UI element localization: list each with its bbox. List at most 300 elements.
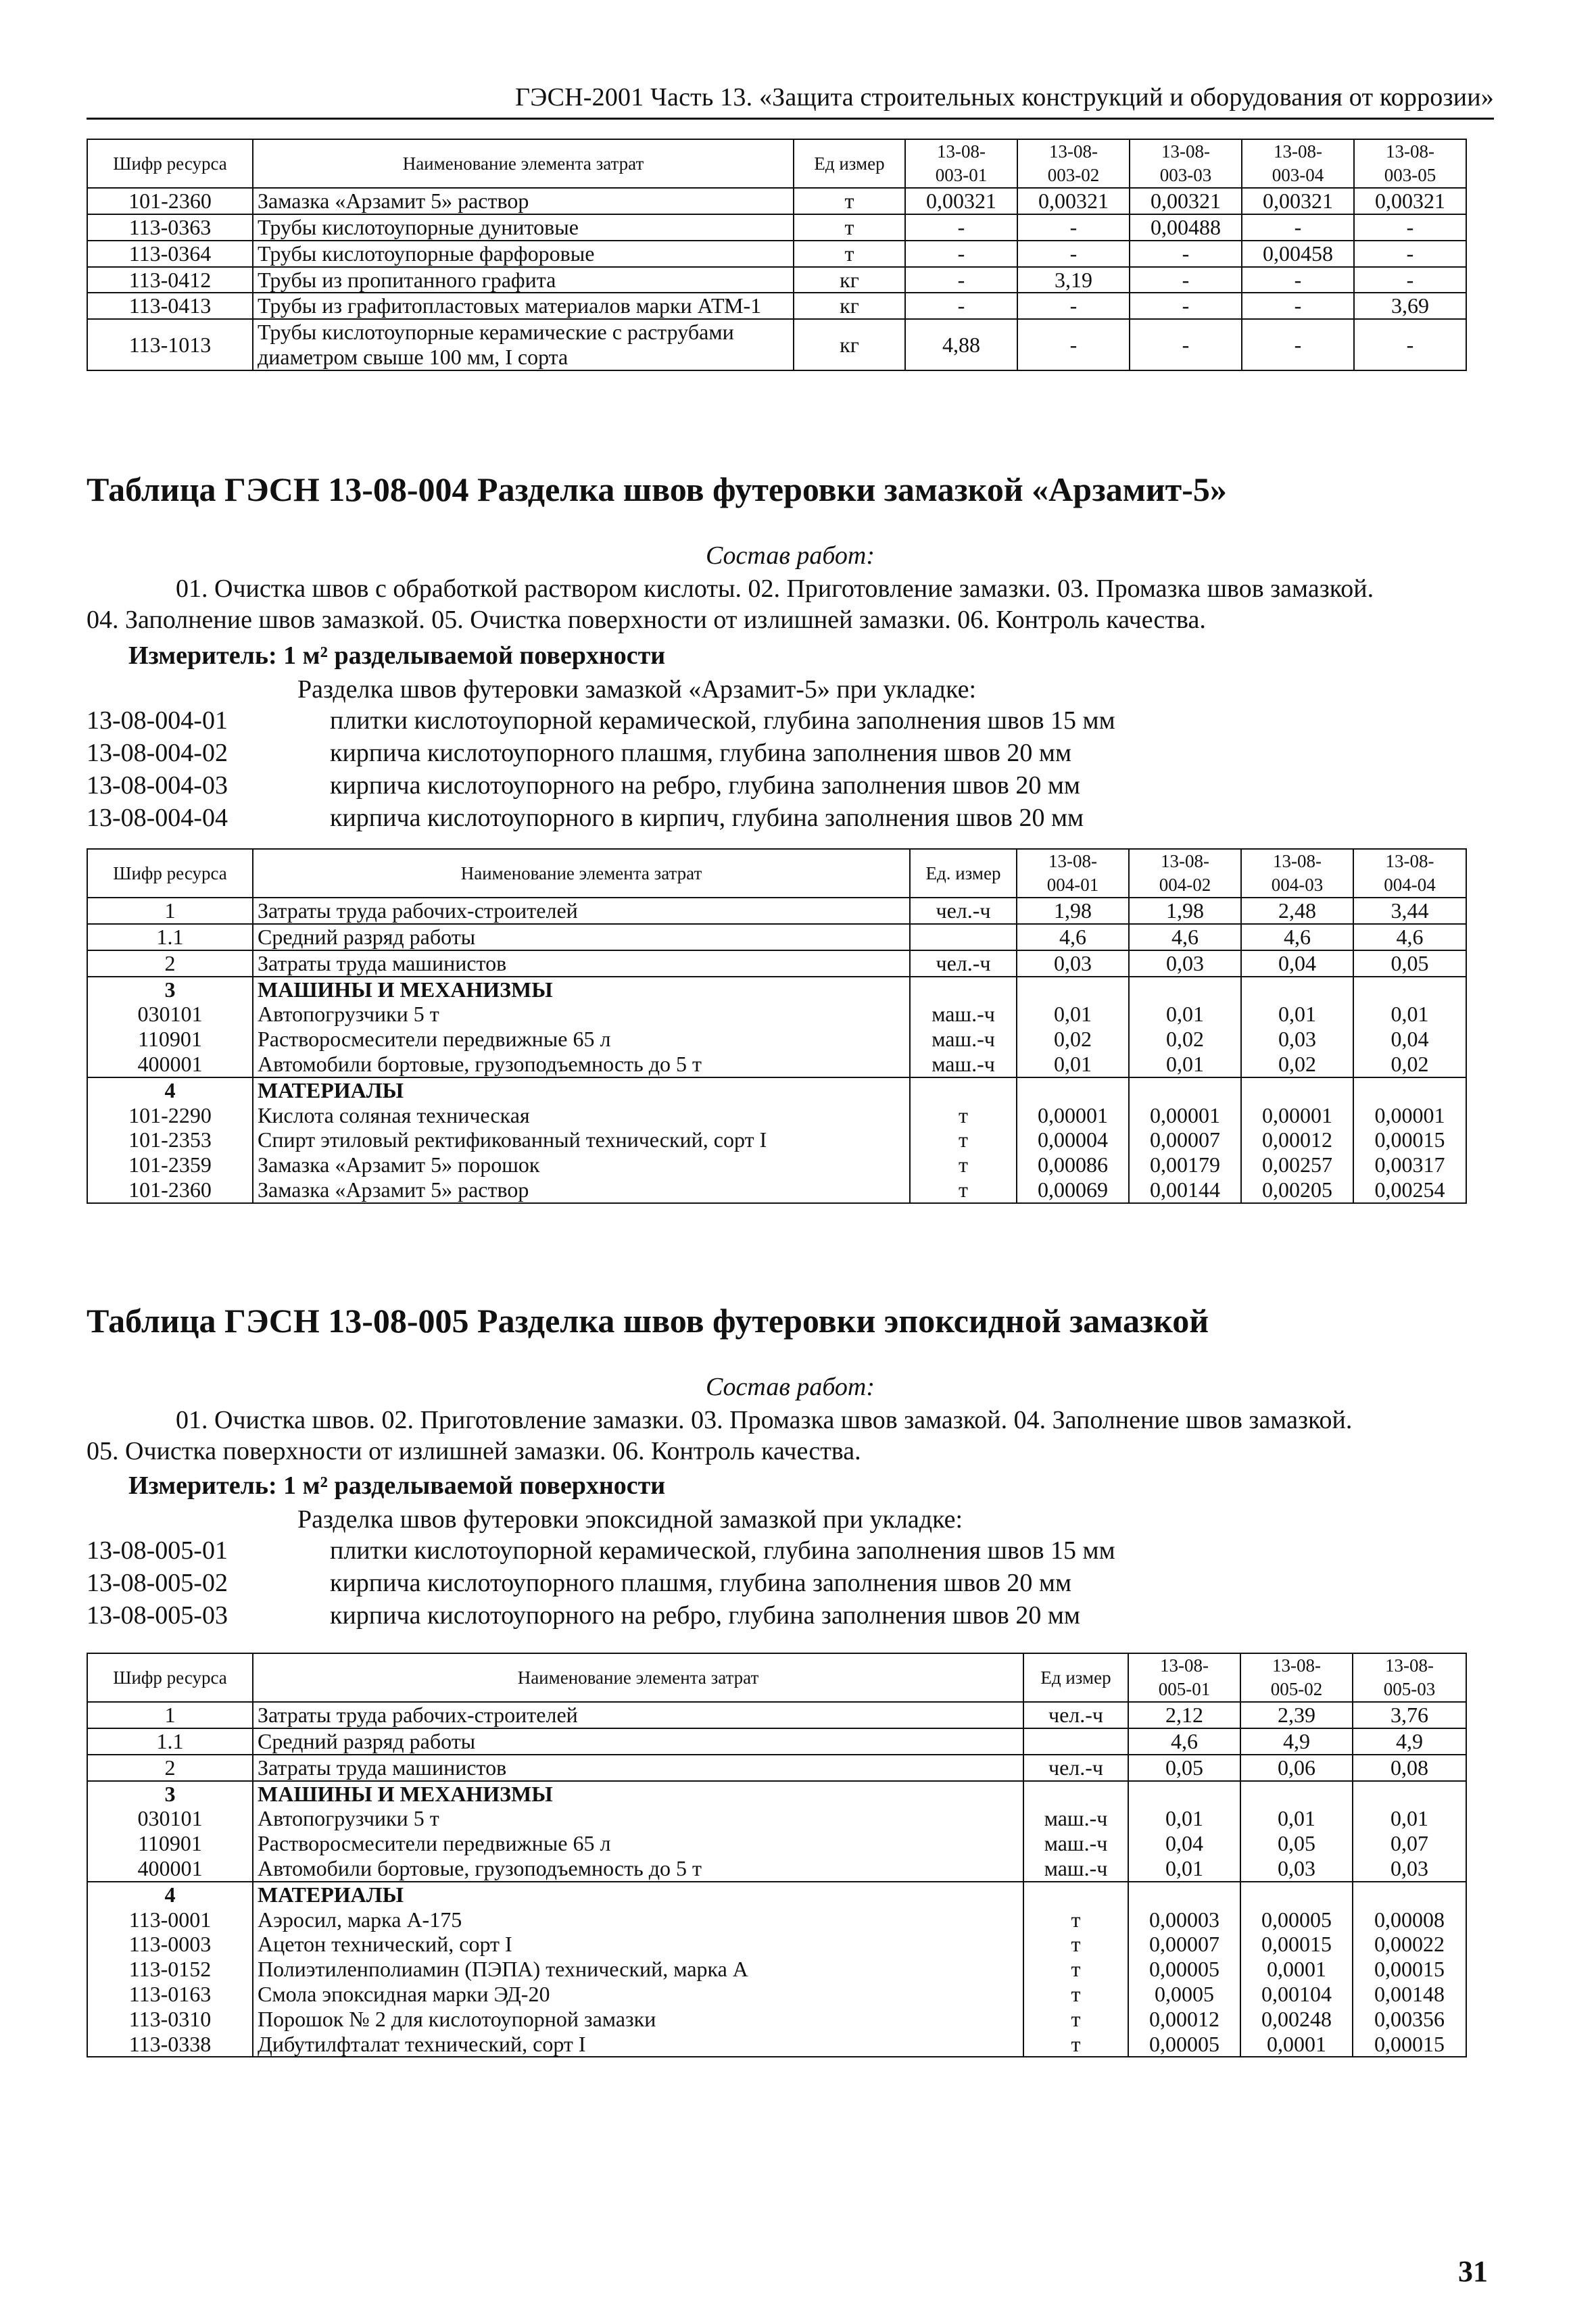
table-row <box>87 241 1466 267</box>
column-header: Шифр ресурса <box>87 849 253 898</box>
value-cell: 0,00254 <box>1353 1177 1466 1203</box>
unit-cell <box>910 1077 1017 1103</box>
norm-description: кирпича кислотоупорного плашмя, глубина заполнения швов 20 мм <box>330 1569 1071 1597</box>
column-header: 13-08- 003-01 <box>905 139 1017 188</box>
resource-code-cell: 113-0364 <box>87 241 253 267</box>
norm-description: кирпича кислотоупорного плашмя, глубина заполнения швов 20 мм <box>330 739 1071 767</box>
table-row <box>87 1957 1466 1982</box>
unit-cell: маш.-ч <box>910 1027 1017 1052</box>
resource-code-cell: 110901 <box>87 1027 253 1052</box>
value-cell: - <box>1017 319 1130 370</box>
element-name-cell: Трубы кислотоупорные керамические с раструбами диаметром свыше 100 мм, I сорта <box>253 319 794 370</box>
element-name-cell: Растворосмесители передвижные 65 л <box>253 1831 1023 1856</box>
norm-code: 13-08-004-04 <box>87 804 228 832</box>
column-header: 13-08- 005-01 <box>1128 1653 1240 1702</box>
value-cell: 2,39 <box>1240 1702 1353 1728</box>
table-row <box>87 1702 1466 1728</box>
resource-code-cell: 2 <box>87 950 253 977</box>
table-row <box>87 1103 1466 1128</box>
resource-code-cell: 113-0412 <box>87 267 253 293</box>
value-cell: 0,00005 <box>1128 1957 1240 1982</box>
value-cell: 0,00321 <box>1242 188 1354 214</box>
unit-cell: чел.-ч <box>910 950 1017 977</box>
value-cell: 0,01 <box>1129 1052 1241 1077</box>
value-cell: 0,00086 <box>1017 1152 1129 1177</box>
column-header: 13-08- 004-04 <box>1353 849 1466 898</box>
table-row <box>87 1932 1466 1957</box>
value-cell: 0,00148 <box>1353 1982 1466 2007</box>
value-cell: 0,00321 <box>905 188 1017 214</box>
value-cell: 0,02 <box>1129 1027 1241 1052</box>
value-cell: - <box>905 214 1017 241</box>
value-cell <box>1241 977 1353 1002</box>
unit-cell: чел.-ч <box>1023 1755 1128 1781</box>
value-cell <box>1128 1882 1240 1907</box>
section-intro: Разделка швов футеровки замазкой «Арзамит-5» при укладке: <box>297 675 977 704</box>
value-cell: 0,00012 <box>1241 1127 1353 1152</box>
measurer: Измеритель: 1 м² разделываемой поверхности <box>128 1471 666 1500</box>
value-cell: 0,06 <box>1240 1755 1353 1781</box>
column-header: 13-08- 003-04 <box>1242 139 1354 188</box>
value-cell: 0,00144 <box>1129 1177 1241 1203</box>
section-intro: Разделка швов футеровки эпоксидной замазкой при укладке: <box>297 1505 963 1534</box>
value-cell: 0,00001 <box>1129 1103 1241 1128</box>
unit-cell: маш.-ч <box>1023 1856 1128 1882</box>
resource-code-cell: 101-2353 <box>87 1127 253 1152</box>
value-cell <box>1017 977 1129 1002</box>
unit-cell: т <box>910 1103 1017 1128</box>
value-cell: 0,00012 <box>1128 2007 1240 2032</box>
element-name-cell: Автопогрузчики 5 т <box>253 1806 1023 1831</box>
norm-code: 13-08-005-02 <box>87 1569 228 1597</box>
value-cell: 0,03 <box>1240 1856 1353 1882</box>
code-list-item <box>87 802 1115 834</box>
element-name-cell: МАШИНЫ И МЕХАНИЗМЫ <box>253 977 910 1002</box>
norm-description: кирпича кислотоупорного на ребро, глубина заполнения швов 20 мм <box>330 771 1080 800</box>
value-cell: - <box>1130 241 1242 267</box>
table-row <box>87 293 1466 319</box>
value-cell: 0,01 <box>1241 1002 1353 1027</box>
resource-code-cell: 113-0001 <box>87 1907 253 1932</box>
table-title-13-08-005: Таблица ГЭСН 13-08-005 Разделка швов футеровки эпоксидной замазкой <box>87 1302 1209 1340</box>
element-name-cell: Затраты труда машинистов <box>253 1755 1023 1781</box>
value-cell: 0,01 <box>1128 1856 1240 1882</box>
element-name-cell: Смола эпоксидная марки ЭД-20 <box>253 1982 1023 2007</box>
element-name-cell: Порошок № 2 для кислотоупорной замазки <box>253 2007 1023 2032</box>
resource-code-cell: 1 <box>87 1702 253 1728</box>
value-cell: 1,98 <box>1129 898 1241 924</box>
value-cell: 3,76 <box>1353 1702 1466 1728</box>
measurer: Измеритель: 1 м² разделываемой поверхности <box>128 641 666 670</box>
code-list-item <box>87 1599 1115 1632</box>
value-cell <box>1240 1882 1353 1907</box>
element-name-cell: Замазка «Арзамит 5» порошок <box>253 1152 910 1177</box>
value-cell: 0,02 <box>1353 1052 1466 1077</box>
value-cell: 0,00001 <box>1017 1103 1129 1128</box>
resource-table-13-08-005 <box>87 1653 1467 2057</box>
value-cell <box>1353 1077 1466 1103</box>
column-header: Наименование элемента затрат <box>253 849 910 898</box>
value-cell: - <box>1354 319 1466 370</box>
resource-code-cell: 030101 <box>87 1806 253 1831</box>
unit-cell: чел.-ч <box>1023 1702 1128 1728</box>
value-cell: 3,44 <box>1353 898 1466 924</box>
table-row <box>87 1882 1466 1907</box>
element-name-cell: Средний разряд работы <box>253 924 910 950</box>
code-list <box>87 1534 1115 1632</box>
value-cell: 0,03 <box>1017 950 1129 977</box>
unit-cell: кг <box>794 293 905 319</box>
table-row <box>87 1027 1466 1052</box>
unit-cell: т <box>1023 2032 1128 2057</box>
work-composition-line: 05. Очистка поверхности от излишней замазки. 06. Контроль качества. <box>87 1437 861 1465</box>
unit-cell: т <box>910 1152 1017 1177</box>
value-cell: - <box>1130 319 1242 370</box>
resource-code-cell: 2 <box>87 1755 253 1781</box>
element-name-cell: Трубы кислотоупорные дунитовые <box>253 214 794 241</box>
table-row <box>87 1781 1466 1807</box>
value-cell: - <box>905 293 1017 319</box>
resource-code-cell: 101-2359 <box>87 1152 253 1177</box>
code-list-item <box>87 1534 1115 1567</box>
value-cell: 0,01 <box>1353 1806 1466 1831</box>
column-header: 13-08- 003-05 <box>1354 139 1466 188</box>
element-name-cell: Ацетон технический, сорт I <box>253 1932 1023 1957</box>
column-header: Шифр ресурса <box>87 1653 253 1702</box>
value-cell: - <box>905 267 1017 293</box>
table-row <box>87 1177 1466 1203</box>
value-cell: - <box>1354 267 1466 293</box>
resource-code-cell: 101-2290 <box>87 1103 253 1128</box>
value-cell: - <box>1017 241 1130 267</box>
value-cell: 0,01 <box>1129 1002 1241 1027</box>
value-cell: 4,9 <box>1240 1728 1353 1755</box>
column-header: Шифр ресурса <box>87 139 253 188</box>
value-cell: 3,19 <box>1017 267 1130 293</box>
value-cell: 0,00317 <box>1353 1152 1466 1177</box>
resource-code-cell: 113-0363 <box>87 214 253 241</box>
value-cell <box>1353 1882 1466 1907</box>
resource-code-cell: 113-0152 <box>87 1957 253 1982</box>
column-header: 13-08- 005-02 <box>1240 1653 1353 1702</box>
value-cell: 0,05 <box>1353 950 1466 977</box>
value-cell: 0,00007 <box>1129 1127 1241 1152</box>
value-cell: 0,00356 <box>1353 2007 1466 2032</box>
unit-cell: т <box>794 241 905 267</box>
table-row <box>87 1831 1466 1856</box>
code-list-item <box>87 704 1115 737</box>
value-cell: 0,03 <box>1241 1027 1353 1052</box>
value-cell: 0,00321 <box>1354 188 1466 214</box>
value-cell: 0,00069 <box>1017 1177 1129 1203</box>
value-cell: 0,00179 <box>1129 1152 1241 1177</box>
table-row <box>87 924 1466 950</box>
element-name-cell: Дибутилфталат технический, сорт I <box>253 2032 1023 2057</box>
resource-code-cell: 113-0003 <box>87 1932 253 1957</box>
value-cell: 0,00003 <box>1128 1907 1240 1932</box>
table-row <box>87 1152 1466 1177</box>
value-cell <box>1353 1781 1466 1807</box>
element-name-cell: Растворосмесители передвижные 65 л <box>253 1027 910 1052</box>
norm-description: плитки кислотоупорной керамической, глубина заполнения швов 15 мм <box>330 1536 1115 1565</box>
value-cell: - <box>905 241 1017 267</box>
unit-cell: кг <box>794 267 905 293</box>
resource-code-cell: 030101 <box>87 1002 253 1027</box>
value-cell: 0,04 <box>1128 1831 1240 1856</box>
norm-description: кирпича кислотоупорного в кирпич, глубина заполнения швов 20 мм <box>330 804 1084 832</box>
value-cell <box>1353 977 1466 1002</box>
element-name-cell: Трубы из графитопластовых материалов марки АТМ-1 <box>253 293 794 319</box>
value-cell: 4,88 <box>905 319 1017 370</box>
resource-code-cell: 113-0310 <box>87 2007 253 2032</box>
value-cell: - <box>1130 293 1242 319</box>
value-cell: 4,6 <box>1128 1728 1240 1755</box>
table-row <box>87 1856 1466 1882</box>
work-composition-text <box>87 573 1506 635</box>
table-row <box>87 1806 1466 1831</box>
value-cell <box>1129 1077 1241 1103</box>
value-cell: 0,08 <box>1353 1755 1466 1781</box>
norm-code: 13-08-004-03 <box>87 771 228 800</box>
resource-code-cell: 113-0163 <box>87 1982 253 2007</box>
value-cell: - <box>1017 214 1130 241</box>
value-cell: 4,6 <box>1241 924 1353 950</box>
column-header: Ед. измер <box>910 849 1017 898</box>
value-cell: 0,02 <box>1017 1027 1129 1052</box>
resource-code-cell: 110901 <box>87 1831 253 1856</box>
element-name-cell: Автомобили бортовые, грузоподъемность до 5 т <box>253 1052 910 1077</box>
resource-code-cell: 113-0413 <box>87 293 253 319</box>
unit-cell: т <box>910 1127 1017 1152</box>
table-row <box>87 319 1466 370</box>
unit-cell <box>910 924 1017 950</box>
unit-cell: т <box>1023 1932 1128 1957</box>
table-row <box>87 1127 1466 1152</box>
code-list-item <box>87 769 1115 802</box>
value-cell: 0,03 <box>1353 1856 1466 1882</box>
value-cell: 2,12 <box>1128 1702 1240 1728</box>
element-name-cell: Аэросил, марка А-175 <box>253 1907 1023 1932</box>
value-cell: 0,00022 <box>1353 1932 1466 1957</box>
unit-cell: маш.-ч <box>910 1002 1017 1027</box>
work-composition-label: Состав работ: <box>705 541 875 570</box>
resource-table-13-08-003 <box>87 139 1467 371</box>
page-header: ГЭСН-2001 Часть 13. «Защита строительных конструкций и оборудования от коррозии» <box>87 82 1494 120</box>
value-cell: 0,00015 <box>1353 1957 1466 1982</box>
table-row <box>87 188 1466 214</box>
element-name-cell: Трубы из пропитанного графита <box>253 267 794 293</box>
unit-cell: чел.-ч <box>910 898 1017 924</box>
resource-code-cell: 113-1013 <box>87 319 253 370</box>
code-list-item <box>87 737 1115 769</box>
column-header: 13-08- 003-03 <box>1130 139 1242 188</box>
norm-description: плитки кислотоупорной керамической, глубина заполнения швов 15 мм <box>330 706 1115 735</box>
value-cell <box>1241 1077 1353 1103</box>
code-list-item <box>87 1567 1115 1599</box>
value-cell: 4,6 <box>1353 924 1466 950</box>
table-row <box>87 1052 1466 1077</box>
value-cell: 0,00005 <box>1128 2032 1240 2057</box>
code-list <box>87 704 1115 834</box>
element-name-cell: Затраты труда рабочих-строителей <box>253 1702 1023 1728</box>
element-name-cell: Кислота соляная техническая <box>253 1103 910 1128</box>
resource-code-cell: 4 <box>87 1882 253 1907</box>
element-name-cell: Автопогрузчики 5 т <box>253 1002 910 1027</box>
value-cell: 0,00015 <box>1353 2032 1466 2057</box>
table-row <box>87 1002 1466 1027</box>
column-header: 13-08- 004-02 <box>1129 849 1241 898</box>
value-cell <box>1129 977 1241 1002</box>
column-header: 13-08- 003-02 <box>1017 139 1130 188</box>
value-cell: 0,00004 <box>1017 1127 1129 1152</box>
unit-cell: кг <box>794 319 905 370</box>
value-cell: 4,9 <box>1353 1728 1466 1755</box>
resource-code-cell: 400001 <box>87 1052 253 1077</box>
column-header: Ед измер <box>1023 1653 1128 1702</box>
unit-cell: маш.-ч <box>1023 1831 1128 1856</box>
table-row <box>87 2032 1466 2057</box>
value-cell <box>1240 1781 1353 1807</box>
column-header: 13-08- 005-03 <box>1353 1653 1466 1702</box>
table-row <box>87 1728 1466 1755</box>
value-cell: - <box>1242 319 1354 370</box>
value-cell: 0,00488 <box>1130 214 1242 241</box>
unit-cell: маш.-ч <box>910 1052 1017 1077</box>
column-header: Ед измер <box>794 139 905 188</box>
column-header: 13-08- 004-01 <box>1017 849 1129 898</box>
unit-cell: т <box>794 188 905 214</box>
value-cell: 0,00104 <box>1240 1982 1353 2007</box>
value-cell: 4,6 <box>1017 924 1129 950</box>
element-name-cell: Затраты труда рабочих-строителей <box>253 898 910 924</box>
value-cell: 0,00248 <box>1240 2007 1353 2032</box>
work-composition-label: Состав работ: <box>705 1373 875 1401</box>
value-cell: 0,00015 <box>1353 1127 1466 1152</box>
value-cell <box>1128 1781 1240 1807</box>
value-cell: - <box>1354 214 1466 241</box>
value-cell: - <box>1354 241 1466 267</box>
column-header: 13-08- 004-03 <box>1241 849 1353 898</box>
resource-code-cell: 1.1 <box>87 924 253 950</box>
value-cell: 0,04 <box>1353 1027 1466 1052</box>
element-name-cell: Замазка «Арзамит 5» раствор <box>253 188 794 214</box>
unit-cell: т <box>1023 1982 1128 2007</box>
page-number: 31 <box>1458 2255 1488 2288</box>
element-name-cell: Спирт этиловый ректификованный технический, сорт I <box>253 1127 910 1152</box>
value-cell: 0,00257 <box>1241 1152 1353 1177</box>
value-cell: 0,05 <box>1240 1831 1353 1856</box>
table-row <box>87 267 1466 293</box>
value-cell: 0,00015 <box>1240 1932 1353 1957</box>
value-cell: 0,02 <box>1241 1052 1353 1077</box>
table-title-13-08-004: Таблица ГЭСН 13-08-004 Разделка швов футеровки замазкой «Арзамит-5» <box>87 470 1227 508</box>
unit-cell: т <box>1023 1907 1128 1932</box>
resource-code-cell: 113-0338 <box>87 2032 253 2057</box>
element-name-cell: МАТЕРИАЛЫ <box>253 1882 1023 1907</box>
norm-code: 13-08-005-01 <box>87 1536 228 1565</box>
element-name-cell: Затраты труда машинистов <box>253 950 910 977</box>
value-cell: 0,0005 <box>1128 1982 1240 2007</box>
table-row <box>87 977 1466 1002</box>
resource-table-13-08-004 <box>87 848 1467 1204</box>
value-cell: 0,01 <box>1128 1806 1240 1831</box>
element-name-cell: МАШИНЫ И МЕХАНИЗМЫ <box>253 1781 1023 1807</box>
value-cell <box>1017 1077 1129 1103</box>
value-cell: 0,00001 <box>1353 1103 1466 1128</box>
unit-cell <box>1023 1728 1128 1755</box>
value-cell: 0,00008 <box>1353 1907 1466 1932</box>
value-cell: 0,01 <box>1017 1052 1129 1077</box>
value-cell: 0,00005 <box>1240 1907 1353 1932</box>
value-cell: 0,01 <box>1240 1806 1353 1831</box>
resource-code-cell: 400001 <box>87 1856 253 1882</box>
norm-code: 13-08-004-01 <box>87 706 228 735</box>
value-cell: 0,0001 <box>1240 2032 1353 2057</box>
value-cell: 0,00458 <box>1242 241 1354 267</box>
table-row <box>87 1077 1466 1103</box>
value-cell: 1,98 <box>1017 898 1129 924</box>
unit-cell <box>910 977 1017 1002</box>
work-composition-line: 01. Очистка швов с обработкой раствором кислоты. 02. Приготовление замазки. 03. Промазка швов замазкой. <box>176 575 1374 603</box>
column-header: Наименование элемента затрат <box>253 1653 1023 1702</box>
value-cell: 3,69 <box>1354 293 1466 319</box>
unit-cell <box>1023 1882 1128 1907</box>
unit-cell: т <box>910 1177 1017 1203</box>
work-composition-text <box>87 1405 1506 1467</box>
value-cell: - <box>1242 293 1354 319</box>
value-cell: 0,0001 <box>1240 1957 1353 1982</box>
value-cell: 0,00321 <box>1017 188 1130 214</box>
value-cell: 0,07 <box>1353 1831 1466 1856</box>
unit-cell: маш.-ч <box>1023 1806 1128 1831</box>
work-composition-line: 01. Очистка швов. 02. Приготовление замазки. 03. Промазка швов замазкой. 04. Заполнение швов замазкой. <box>176 1406 1353 1434</box>
table-row <box>87 2007 1466 2032</box>
value-cell: 0,05 <box>1128 1755 1240 1781</box>
unit-cell: т <box>1023 2007 1128 2032</box>
resource-code-cell: 3 <box>87 977 253 1002</box>
element-name-cell: Полиэтиленполиамин (ПЭПА) технический, марка А <box>253 1957 1023 1982</box>
table-row <box>87 214 1466 241</box>
unit-cell: т <box>794 214 905 241</box>
unit-cell <box>1023 1781 1128 1807</box>
value-cell: 0,00007 <box>1128 1932 1240 1957</box>
resource-code-cell: 1 <box>87 898 253 924</box>
element-name-cell: Трубы кислотоупорные фарфоровые <box>253 241 794 267</box>
resource-code-cell: 101-2360 <box>87 1177 253 1203</box>
element-name-cell: Автомобили бортовые, грузоподъемность до 5 т <box>253 1856 1023 1882</box>
resource-code-cell: 101-2360 <box>87 188 253 214</box>
work-composition-line: 04. Заполнение швов замазкой. 05. Очистка поверхности от излишней замазки. 06. Контроль качества. <box>87 606 1206 634</box>
resource-code-cell: 4 <box>87 1077 253 1103</box>
value-cell: - <box>1242 214 1354 241</box>
value-cell: 4,6 <box>1129 924 1241 950</box>
table-row <box>87 1907 1466 1932</box>
value-cell: 0,01 <box>1353 1002 1466 1027</box>
resource-code-cell: 1.1 <box>87 1728 253 1755</box>
value-cell: 0,04 <box>1241 950 1353 977</box>
unit-cell: т <box>1023 1957 1128 1982</box>
value-cell: - <box>1242 267 1354 293</box>
resource-code-cell: 3 <box>87 1781 253 1807</box>
value-cell: 0,00321 <box>1130 188 1242 214</box>
value-cell: 0,01 <box>1017 1002 1129 1027</box>
element-name-cell: Замазка «Арзамит 5» раствор <box>253 1177 910 1203</box>
table-row <box>87 1755 1466 1781</box>
table-row <box>87 950 1466 977</box>
value-cell: - <box>1017 293 1130 319</box>
norm-code: 13-08-004-02 <box>87 739 228 767</box>
table-row <box>87 898 1466 924</box>
